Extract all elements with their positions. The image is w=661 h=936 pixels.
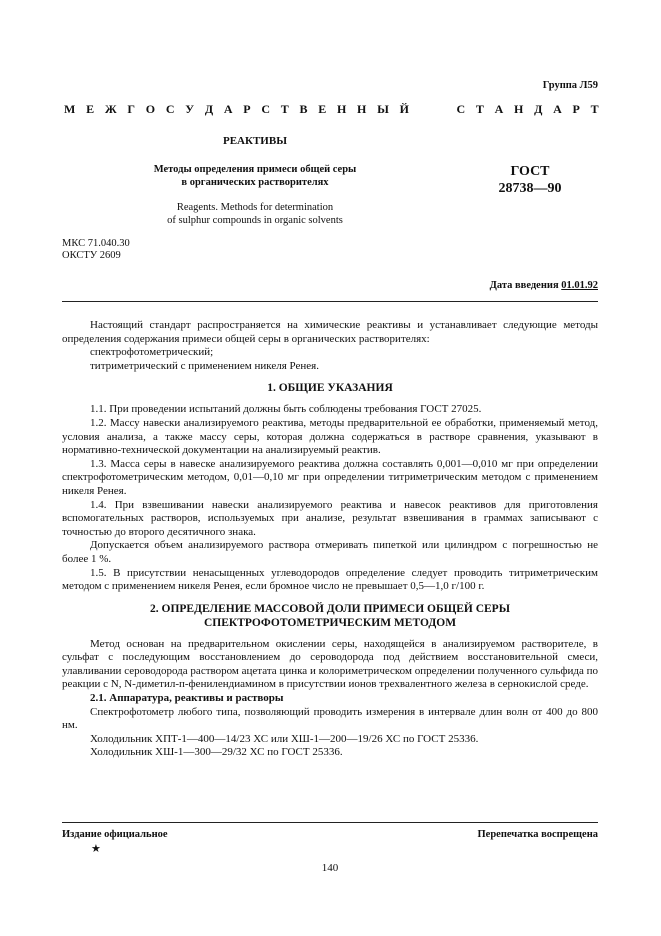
classification-codes: [62, 238, 130, 262]
effective-date-label: Дата введения: [489, 280, 562, 291]
edition-note: Издание официальное: [62, 829, 168, 840]
banner-letter: Н: [514, 102, 524, 116]
page-number: 140: [321, 862, 339, 874]
document-body: [62, 319, 598, 760]
banner-letter: В: [299, 102, 308, 116]
section-2-heading-line: 2. ОПРЕДЕЛЕНИЕ МАССОВОЙ ДОЛИ ПРИМЕСИ ОБЩЕЙ СЕРЫ: [150, 602, 510, 615]
okstu-code: ОКСТУ 2609: [62, 250, 121, 261]
banner-letter: Ж: [104, 102, 117, 116]
effective-date-value: 01.01.92: [561, 280, 598, 291]
section-1-heading: 1. ОБЩИЕ УКАЗАНИЯ: [267, 382, 393, 395]
banner-letter: Т: [475, 102, 484, 116]
banner-letter: Н: [357, 102, 367, 116]
subtitle-line: в органических растворителях: [181, 177, 329, 188]
reprint-note: Перепечатка воспрещена: [477, 829, 598, 840]
group-code: Группа Л59: [542, 80, 598, 91]
paragraph-1-3: 1.3. Масса серы в навеске анализируемого реактива должна составлять 0,001—0,010 мг при определении спектрофотометрическим методом, 0,01—0,10 мг при определении титриметрическим методом с применением никеля Ренея.: [62, 457, 598, 497]
banner-letter: Е: [318, 102, 327, 116]
paragraph-1-4: 1.4. При взвешивании навески анализируемого реактива и навесок реактивов для приготовления вспомогательных растворов, используемых при анализе, результат взвешивания в граммах записывают с точностью до второго десятичного знака.: [62, 498, 598, 538]
subsection-2-1-heading: 2.1. Аппаратура, реактивы и растворы: [90, 692, 284, 705]
method-item: спектрофотометрический;: [90, 346, 214, 359]
banner-letter: Й: [399, 102, 409, 116]
paragraph-1-4b: Допускается объем анализируемого раствора отмеривать пипеткой или цилиндром с погрешностью не более 1 %.: [62, 539, 598, 565]
gost-number: [480, 163, 580, 197]
paragraph-2-1b: Холодильник ХПТ-1—400—14/23 ХС или ХШ-1—200—19/26 ХС по ГОСТ 25336.: [90, 732, 479, 745]
english-title-line: of sulphur compounds in organic solvents: [167, 215, 343, 226]
gost-code: 28738—90: [498, 181, 562, 196]
document-subtitle: [130, 163, 380, 189]
english-title: [130, 201, 380, 227]
banner-letter: Т: [590, 102, 599, 116]
banner-letter: С: [261, 102, 270, 116]
document-title: РЕАКТИВЫ: [222, 135, 287, 147]
banner-letter: Е: [86, 102, 95, 116]
banner-letter: Н: [336, 102, 347, 116]
banner-letter: Г: [127, 102, 136, 116]
banner-letter: У: [185, 102, 195, 116]
effective-date: [490, 280, 598, 291]
banner-letter: Т: [280, 102, 289, 116]
english-title-line: Reagents. Methods for determination: [176, 202, 334, 213]
banner-letter: М: [64, 102, 76, 116]
banner-letter: Д: [204, 102, 214, 116]
banner-letter: Р: [572, 102, 580, 116]
footer-divider: [62, 822, 598, 823]
banner-letter: А: [553, 102, 562, 116]
header-divider: [62, 301, 598, 302]
paragraph-2-1a: Спектрофотометр любого типа, позволяющий проводить измерения в интервале длин волн от 400 до 800 нм.: [62, 705, 598, 732]
banner-letter: Р: [243, 102, 251, 116]
banner-letter: А: [223, 102, 233, 116]
paragraph-1-2: 1.2. Массу навески анализируемого реактива, методы предварительной ее обработки, применяемый метод, условия анализа, а также массу серы, которая должна содержаться в растворе сравнения, указывают в нормативно-технической документации на анализируемый реактив.: [62, 416, 598, 457]
intro-paragraph: Настоящий стандарт распространяется на химические реактивы и устанавливает следующие методы определения содержания примеси общей серы в органических растворителях:: [62, 319, 598, 345]
gost-label: ГОСТ: [510, 164, 550, 179]
paragraph-1-1: 1.1. При проведении испытаний должны быть соблюдены требования ГОСТ 27025.: [90, 403, 482, 416]
standard-banner: [64, 102, 599, 117]
subtitle-line: Методы определения примеси общей серы: [153, 164, 357, 175]
section-2-heading-line: СПЕКТРОФОТОМЕТРИЧЕСКИМ МЕТОДОМ: [203, 616, 457, 629]
banner-letter: С: [456, 102, 466, 116]
method-item: титриметрический с применением никеля Ренея.: [90, 359, 319, 372]
paragraph-2-1c: Холодильник ХШ-1—300—29/32 ХС по ГОСТ 25336.: [90, 746, 343, 759]
banner-letter: Д: [534, 102, 543, 116]
section-2-heading: [62, 602, 598, 630]
banner-letter: А: [494, 102, 504, 116]
banner-letter: О: [145, 102, 156, 116]
banner-letter: С: [165, 102, 175, 116]
paragraph-1-5: 1.5. В присутствии ненасыщенных углеводородов определение следует проводить титриметрическим методом с применением никеля Ренея, если бромное число не превышает 0,5—1,0 г/100 г.: [62, 566, 598, 593]
banner-gap: [420, 102, 446, 117]
mks-code: МКС 71.040.30: [62, 238, 130, 249]
star-icon: ★: [91, 843, 101, 855]
paragraph-2-intro: Метод основан на предварительном окислении серы, находящейся в анализируемом растворителе, в сульфат с последующим восстановлением до сероводорода под действием восстановительной смеси, улавливании сероводорода раствором ацетата цинка и колориметрическом определении полученного сульфида по реакции с N, N-диметил-п-фенилендиамином в присутствии ионов трехвалентного железа в сернокислой среде.: [62, 637, 598, 691]
banner-letter: Ы: [377, 102, 389, 116]
